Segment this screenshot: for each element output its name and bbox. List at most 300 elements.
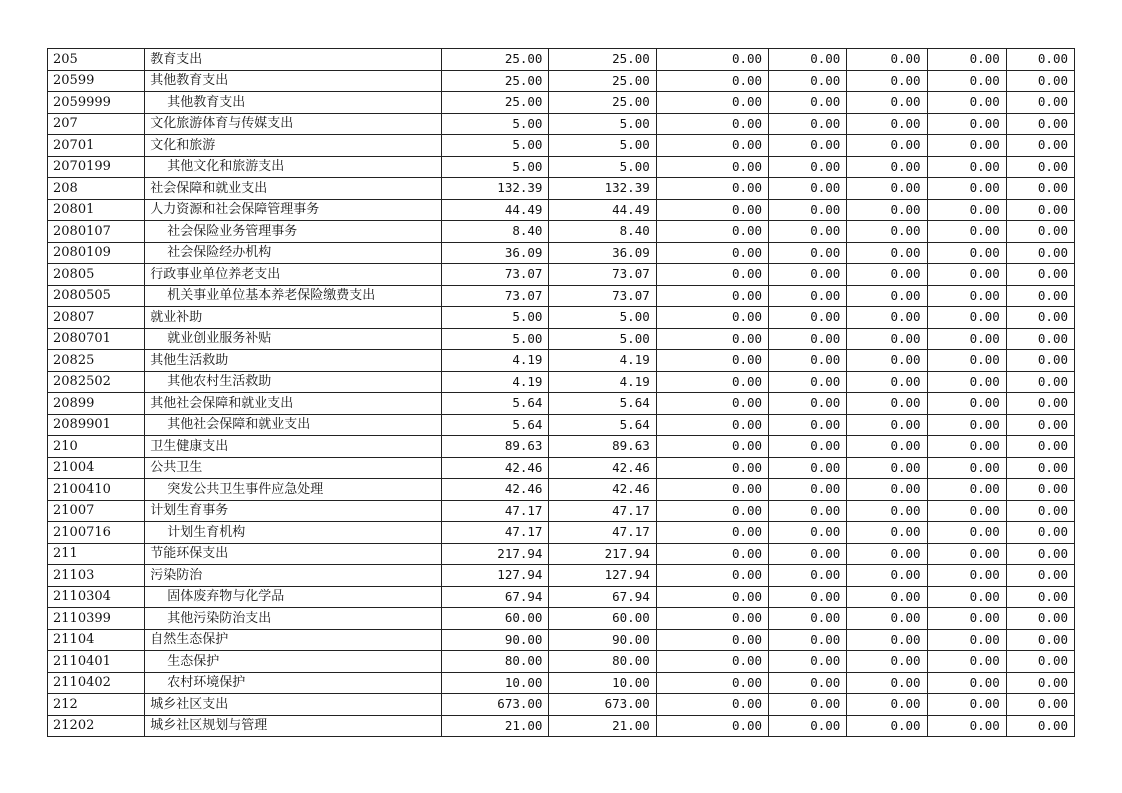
amount-cell: 36.09 xyxy=(442,242,549,264)
amount-cell: 0.00 xyxy=(927,156,1006,178)
amount-cell: 0.00 xyxy=(1006,694,1074,716)
amount-cell: 0.00 xyxy=(847,586,927,608)
amount-cell: 0.00 xyxy=(927,70,1006,92)
subject-name-cell: 固体废弃物与化学品 xyxy=(145,586,442,608)
amount-cell: 0.00 xyxy=(656,629,768,651)
amount-cell: 0.00 xyxy=(847,307,927,329)
amount-cell: 47.17 xyxy=(549,500,656,522)
amount-cell: 0.00 xyxy=(927,672,1006,694)
subject-code-cell: 2100716 xyxy=(48,522,145,544)
table-row xyxy=(48,672,1075,694)
subject-name-cell: 自然生态保护 xyxy=(145,629,442,651)
amount-cell: 0.00 xyxy=(927,414,1006,436)
subject-name-cell: 城乡社区支出 xyxy=(145,694,442,716)
amount-cell: 0.00 xyxy=(656,221,768,243)
subject-code-cell: 21104 xyxy=(48,629,145,651)
subject-name-cell: 其他教育支出 xyxy=(145,70,442,92)
amount-cell: 5.00 xyxy=(442,113,549,135)
subject-code-cell: 208 xyxy=(48,178,145,200)
amount-cell: 0.00 xyxy=(847,199,927,221)
amount-cell: 5.00 xyxy=(549,156,656,178)
subject-name-cell: 计划生育事务 xyxy=(145,500,442,522)
amount-cell: 0.00 xyxy=(656,350,768,372)
amount-cell: 0.00 xyxy=(656,199,768,221)
table-row xyxy=(48,608,1075,630)
amount-cell: 0.00 xyxy=(1006,393,1074,415)
subject-code-cell: 20825 xyxy=(48,350,145,372)
subject-name-cell: 其他教育支出 xyxy=(145,92,442,114)
amount-cell: 0.00 xyxy=(927,694,1006,716)
table-row xyxy=(48,586,1075,608)
amount-cell: 0.00 xyxy=(1006,672,1074,694)
amount-cell: 0.00 xyxy=(769,307,847,329)
subject-name-cell: 人力资源和社会保障管理事务 xyxy=(145,199,442,221)
amount-cell: 44.49 xyxy=(549,199,656,221)
table-row xyxy=(48,479,1075,501)
amount-cell: 0.00 xyxy=(1006,715,1074,737)
amount-cell: 89.63 xyxy=(549,436,656,458)
amount-cell: 0.00 xyxy=(1006,328,1074,350)
amount-cell: 0.00 xyxy=(927,307,1006,329)
subject-code-cell: 2080109 xyxy=(48,242,145,264)
subject-code-cell: 2110401 xyxy=(48,651,145,673)
amount-cell: 0.00 xyxy=(1006,156,1074,178)
amount-cell: 0.00 xyxy=(1006,565,1074,587)
subject-code-cell: 21004 xyxy=(48,457,145,479)
amount-cell: 0.00 xyxy=(1006,457,1074,479)
amount-cell: 0.00 xyxy=(656,113,768,135)
amount-cell: 5.64 xyxy=(549,393,656,415)
amount-cell: 0.00 xyxy=(847,393,927,415)
amount-cell: 47.17 xyxy=(549,522,656,544)
amount-cell: 0.00 xyxy=(927,651,1006,673)
amount-cell: 36.09 xyxy=(549,242,656,264)
amount-cell: 0.00 xyxy=(927,543,1006,565)
amount-cell: 0.00 xyxy=(656,565,768,587)
amount-cell: 21.00 xyxy=(549,715,656,737)
amount-cell: 0.00 xyxy=(1006,178,1074,200)
amount-cell: 0.00 xyxy=(769,608,847,630)
amount-cell: 0.00 xyxy=(927,242,1006,264)
amount-cell: 25.00 xyxy=(442,49,549,71)
amount-cell: 0.00 xyxy=(847,242,927,264)
amount-cell: 42.46 xyxy=(442,479,549,501)
subject-name-cell: 节能环保支出 xyxy=(145,543,442,565)
amount-cell: 25.00 xyxy=(549,49,656,71)
subject-code-cell: 20807 xyxy=(48,307,145,329)
amount-cell: 0.00 xyxy=(656,457,768,479)
table-row xyxy=(48,264,1075,286)
amount-cell: 0.00 xyxy=(927,350,1006,372)
amount-cell: 0.00 xyxy=(769,92,847,114)
amount-cell: 0.00 xyxy=(769,457,847,479)
table-row xyxy=(48,70,1075,92)
amount-cell: 0.00 xyxy=(847,350,927,372)
amount-cell: 0.00 xyxy=(1006,500,1074,522)
amount-cell: 0.00 xyxy=(656,543,768,565)
amount-cell: 0.00 xyxy=(656,715,768,737)
amount-cell: 0.00 xyxy=(656,178,768,200)
amount-cell: 0.00 xyxy=(656,285,768,307)
subject-name-cell: 就业补助 xyxy=(145,307,442,329)
amount-cell: 0.00 xyxy=(1006,543,1074,565)
amount-cell: 0.00 xyxy=(769,70,847,92)
amount-cell: 0.00 xyxy=(847,629,927,651)
subject-code-cell: 20701 xyxy=(48,135,145,157)
subject-name-cell: 行政事业单位养老支出 xyxy=(145,264,442,286)
amount-cell: 90.00 xyxy=(549,629,656,651)
amount-cell: 217.94 xyxy=(442,543,549,565)
table-row xyxy=(48,694,1075,716)
amount-cell: 0.00 xyxy=(847,672,927,694)
subject-code-cell: 20801 xyxy=(48,199,145,221)
amount-cell: 73.07 xyxy=(442,264,549,286)
amount-cell: 0.00 xyxy=(927,113,1006,135)
amount-cell: 0.00 xyxy=(927,715,1006,737)
amount-cell: 10.00 xyxy=(442,672,549,694)
amount-cell: 0.00 xyxy=(847,500,927,522)
amount-cell: 0.00 xyxy=(847,328,927,350)
amount-cell: 0.00 xyxy=(769,393,847,415)
amount-cell: 0.00 xyxy=(847,221,927,243)
table-row xyxy=(48,307,1075,329)
amount-cell: 0.00 xyxy=(927,500,1006,522)
amount-cell: 0.00 xyxy=(656,414,768,436)
amount-cell: 0.00 xyxy=(847,715,927,737)
amount-cell: 0.00 xyxy=(656,651,768,673)
amount-cell: 673.00 xyxy=(549,694,656,716)
amount-cell: 0.00 xyxy=(1006,350,1074,372)
amount-cell: 0.00 xyxy=(656,371,768,393)
subject-code-cell: 21202 xyxy=(48,715,145,737)
amount-cell: 0.00 xyxy=(847,178,927,200)
subject-code-cell: 211 xyxy=(48,543,145,565)
amount-cell: 0.00 xyxy=(1006,522,1074,544)
amount-cell: 0.00 xyxy=(1006,92,1074,114)
subject-code-cell: 2089901 xyxy=(48,414,145,436)
amount-cell: 0.00 xyxy=(927,221,1006,243)
amount-cell: 0.00 xyxy=(1006,285,1074,307)
table-row xyxy=(48,113,1075,135)
amount-cell: 0.00 xyxy=(769,565,847,587)
amount-cell: 47.17 xyxy=(442,522,549,544)
subject-name-cell: 突发公共卫生事件应急处理 xyxy=(145,479,442,501)
amount-cell: 0.00 xyxy=(1006,371,1074,393)
amount-cell: 5.00 xyxy=(442,307,549,329)
amount-cell: 0.00 xyxy=(769,500,847,522)
table-row xyxy=(48,715,1075,737)
amount-cell: 0.00 xyxy=(1006,264,1074,286)
amount-cell: 0.00 xyxy=(847,264,927,286)
amount-cell: 0.00 xyxy=(656,672,768,694)
amount-cell: 5.00 xyxy=(442,328,549,350)
amount-cell: 0.00 xyxy=(769,113,847,135)
amount-cell: 0.00 xyxy=(656,608,768,630)
subject-code-cell: 2082502 xyxy=(48,371,145,393)
amount-cell: 0.00 xyxy=(656,479,768,501)
amount-cell: 4.19 xyxy=(549,350,656,372)
amount-cell: 0.00 xyxy=(769,221,847,243)
amount-cell: 0.00 xyxy=(656,694,768,716)
amount-cell: 0.00 xyxy=(927,92,1006,114)
amount-cell: 8.40 xyxy=(442,221,549,243)
amount-cell: 0.00 xyxy=(1006,135,1074,157)
amount-cell: 0.00 xyxy=(656,264,768,286)
subject-name-cell: 计划生育机构 xyxy=(145,522,442,544)
amount-cell: 0.00 xyxy=(769,264,847,286)
table-row xyxy=(48,436,1075,458)
amount-cell: 0.00 xyxy=(847,479,927,501)
subject-name-cell: 卫生健康支出 xyxy=(145,436,442,458)
amount-cell: 132.39 xyxy=(549,178,656,200)
amount-cell: 0.00 xyxy=(847,285,927,307)
amount-cell: 0.00 xyxy=(769,543,847,565)
amount-cell: 0.00 xyxy=(1006,651,1074,673)
amount-cell: 0.00 xyxy=(847,70,927,92)
amount-cell: 0.00 xyxy=(769,715,847,737)
amount-cell: 0.00 xyxy=(656,522,768,544)
amount-cell: 0.00 xyxy=(847,113,927,135)
amount-cell: 0.00 xyxy=(927,328,1006,350)
amount-cell: 5.64 xyxy=(549,414,656,436)
amount-cell: 0.00 xyxy=(769,242,847,264)
subject-code-cell: 20899 xyxy=(48,393,145,415)
amount-cell: 0.00 xyxy=(656,500,768,522)
amount-cell: 0.00 xyxy=(769,371,847,393)
amount-cell: 0.00 xyxy=(927,457,1006,479)
amount-cell: 0.00 xyxy=(656,92,768,114)
amount-cell: 5.00 xyxy=(442,156,549,178)
amount-cell: 0.00 xyxy=(847,156,927,178)
amount-cell: 80.00 xyxy=(549,651,656,673)
subject-code-cell: 2080505 xyxy=(48,285,145,307)
amount-cell: 0.00 xyxy=(656,328,768,350)
amount-cell: 0.00 xyxy=(847,135,927,157)
amount-cell: 0.00 xyxy=(927,264,1006,286)
amount-cell: 673.00 xyxy=(442,694,549,716)
subject-code-cell: 21007 xyxy=(48,500,145,522)
subject-code-cell: 21103 xyxy=(48,565,145,587)
table-row xyxy=(48,565,1075,587)
table-row xyxy=(48,543,1075,565)
amount-cell: 25.00 xyxy=(442,92,549,114)
amount-cell: 5.64 xyxy=(442,414,549,436)
amount-cell: 0.00 xyxy=(656,242,768,264)
amount-cell: 4.19 xyxy=(442,371,549,393)
amount-cell: 0.00 xyxy=(769,651,847,673)
amount-cell: 0.00 xyxy=(1006,199,1074,221)
amount-cell: 0.00 xyxy=(769,586,847,608)
table-row xyxy=(48,92,1075,114)
table-row xyxy=(48,629,1075,651)
amount-cell: 0.00 xyxy=(927,565,1006,587)
amount-cell: 0.00 xyxy=(1006,436,1074,458)
subject-name-cell: 社会保险经办机构 xyxy=(145,242,442,264)
subject-name-cell: 文化旅游体育与传媒支出 xyxy=(145,113,442,135)
subject-name-cell: 其他污染防治支出 xyxy=(145,608,442,630)
amount-cell: 44.49 xyxy=(442,199,549,221)
subject-name-cell: 文化和旅游 xyxy=(145,135,442,157)
amount-cell: 127.94 xyxy=(442,565,549,587)
amount-cell: 0.00 xyxy=(656,586,768,608)
table-row xyxy=(48,49,1075,71)
subject-name-cell: 就业创业服务补贴 xyxy=(145,328,442,350)
amount-cell: 0.00 xyxy=(847,608,927,630)
subject-code-cell: 2080701 xyxy=(48,328,145,350)
amount-cell: 0.00 xyxy=(927,608,1006,630)
table-row xyxy=(48,285,1075,307)
amount-cell: 90.00 xyxy=(442,629,549,651)
amount-cell: 25.00 xyxy=(442,70,549,92)
amount-cell: 0.00 xyxy=(769,522,847,544)
amount-cell: 0.00 xyxy=(656,156,768,178)
subject-name-cell: 其他农村生活救助 xyxy=(145,371,442,393)
amount-cell: 0.00 xyxy=(769,156,847,178)
subject-code-cell: 2110399 xyxy=(48,608,145,630)
table-row xyxy=(48,242,1075,264)
amount-cell: 0.00 xyxy=(769,479,847,501)
table-row xyxy=(48,500,1075,522)
subject-code-cell: 20805 xyxy=(48,264,145,286)
amount-cell: 21.00 xyxy=(442,715,549,737)
amount-cell: 0.00 xyxy=(927,135,1006,157)
subject-name-cell: 其他社会保障和就业支出 xyxy=(145,414,442,436)
amount-cell: 0.00 xyxy=(847,457,927,479)
amount-cell: 0.00 xyxy=(769,414,847,436)
amount-cell: 0.00 xyxy=(847,522,927,544)
subject-code-cell: 205 xyxy=(48,49,145,71)
amount-cell: 0.00 xyxy=(847,92,927,114)
amount-cell: 0.00 xyxy=(769,694,847,716)
subject-code-cell: 20599 xyxy=(48,70,145,92)
amount-cell: 0.00 xyxy=(1006,307,1074,329)
amount-cell: 132.39 xyxy=(442,178,549,200)
subject-name-cell: 城乡社区规划与管理 xyxy=(145,715,442,737)
table-row xyxy=(48,371,1075,393)
amount-cell: 80.00 xyxy=(442,651,549,673)
amount-cell: 4.19 xyxy=(442,350,549,372)
subject-code-cell: 2080107 xyxy=(48,221,145,243)
table-row xyxy=(48,522,1075,544)
amount-cell: 5.00 xyxy=(442,135,549,157)
amount-cell: 0.00 xyxy=(769,672,847,694)
subject-name-cell: 生态保护 xyxy=(145,651,442,673)
amount-cell: 0.00 xyxy=(1006,49,1074,71)
amount-cell: 10.00 xyxy=(549,672,656,694)
table-row xyxy=(48,156,1075,178)
amount-cell: 0.00 xyxy=(1006,70,1074,92)
amount-cell: 0.00 xyxy=(1006,629,1074,651)
amount-cell: 67.94 xyxy=(549,586,656,608)
table-row xyxy=(48,457,1075,479)
amount-cell: 0.00 xyxy=(927,586,1006,608)
subject-name-cell: 教育支出 xyxy=(145,49,442,71)
amount-cell: 4.19 xyxy=(549,371,656,393)
amount-cell: 5.64 xyxy=(442,393,549,415)
amount-cell: 0.00 xyxy=(1006,221,1074,243)
amount-cell: 0.00 xyxy=(847,49,927,71)
amount-cell: 73.07 xyxy=(549,285,656,307)
table-row xyxy=(48,221,1075,243)
amount-cell: 0.00 xyxy=(656,49,768,71)
subject-code-cell: 2059999 xyxy=(48,92,145,114)
table-row xyxy=(48,414,1075,436)
subject-name-cell: 其他文化和旅游支出 xyxy=(145,156,442,178)
amount-cell: 0.00 xyxy=(927,393,1006,415)
amount-cell: 0.00 xyxy=(847,543,927,565)
amount-cell: 0.00 xyxy=(847,414,927,436)
amount-cell: 0.00 xyxy=(769,49,847,71)
subject-name-cell: 其他生活救助 xyxy=(145,350,442,372)
amount-cell: 0.00 xyxy=(847,436,927,458)
table-row xyxy=(48,199,1075,221)
amount-cell: 0.00 xyxy=(656,393,768,415)
amount-cell: 67.94 xyxy=(442,586,549,608)
amount-cell: 60.00 xyxy=(442,608,549,630)
amount-cell: 0.00 xyxy=(927,178,1006,200)
subject-name-cell: 机关事业单位基本养老保险缴费支出 xyxy=(145,285,442,307)
subject-code-cell: 210 xyxy=(48,436,145,458)
subject-code-cell: 212 xyxy=(48,694,145,716)
amount-cell: 0.00 xyxy=(769,328,847,350)
amount-cell: 5.00 xyxy=(549,113,656,135)
subject-name-cell: 其他社会保障和就业支出 xyxy=(145,393,442,415)
amount-cell: 0.00 xyxy=(769,436,847,458)
amount-cell: 217.94 xyxy=(549,543,656,565)
amount-cell: 127.94 xyxy=(549,565,656,587)
amount-cell: 0.00 xyxy=(1006,586,1074,608)
table-body xyxy=(48,49,1075,737)
subject-name-cell: 污染防治 xyxy=(145,565,442,587)
subject-name-cell: 农村环境保护 xyxy=(145,672,442,694)
amount-cell: 25.00 xyxy=(549,70,656,92)
amount-cell: 0.00 xyxy=(847,565,927,587)
amount-cell: 0.00 xyxy=(769,285,847,307)
amount-cell: 42.46 xyxy=(549,479,656,501)
amount-cell: 0.00 xyxy=(769,178,847,200)
amount-cell: 25.00 xyxy=(549,92,656,114)
amount-cell: 0.00 xyxy=(769,350,847,372)
amount-cell: 0.00 xyxy=(656,135,768,157)
subject-code-cell: 2100410 xyxy=(48,479,145,501)
subject-code-cell: 2110304 xyxy=(48,586,145,608)
amount-cell: 47.17 xyxy=(442,500,549,522)
amount-cell: 0.00 xyxy=(927,436,1006,458)
amount-cell: 0.00 xyxy=(656,436,768,458)
amount-cell: 0.00 xyxy=(656,307,768,329)
amount-cell: 89.63 xyxy=(442,436,549,458)
amount-cell: 0.00 xyxy=(769,135,847,157)
amount-cell: 0.00 xyxy=(1006,113,1074,135)
amount-cell: 0.00 xyxy=(847,371,927,393)
amount-cell: 0.00 xyxy=(656,70,768,92)
budget-table xyxy=(47,48,1075,737)
amount-cell: 60.00 xyxy=(549,608,656,630)
subject-name-cell: 社会保障和就业支出 xyxy=(145,178,442,200)
amount-cell: 73.07 xyxy=(442,285,549,307)
amount-cell: 0.00 xyxy=(927,629,1006,651)
amount-cell: 5.00 xyxy=(549,307,656,329)
subject-code-cell: 207 xyxy=(48,113,145,135)
table-row xyxy=(48,651,1075,673)
table-row xyxy=(48,350,1075,372)
amount-cell: 8.40 xyxy=(549,221,656,243)
amount-cell: 0.00 xyxy=(927,285,1006,307)
amount-cell: 0.00 xyxy=(847,694,927,716)
amount-cell: 0.00 xyxy=(927,371,1006,393)
amount-cell: 0.00 xyxy=(927,199,1006,221)
amount-cell: 0.00 xyxy=(1006,479,1074,501)
